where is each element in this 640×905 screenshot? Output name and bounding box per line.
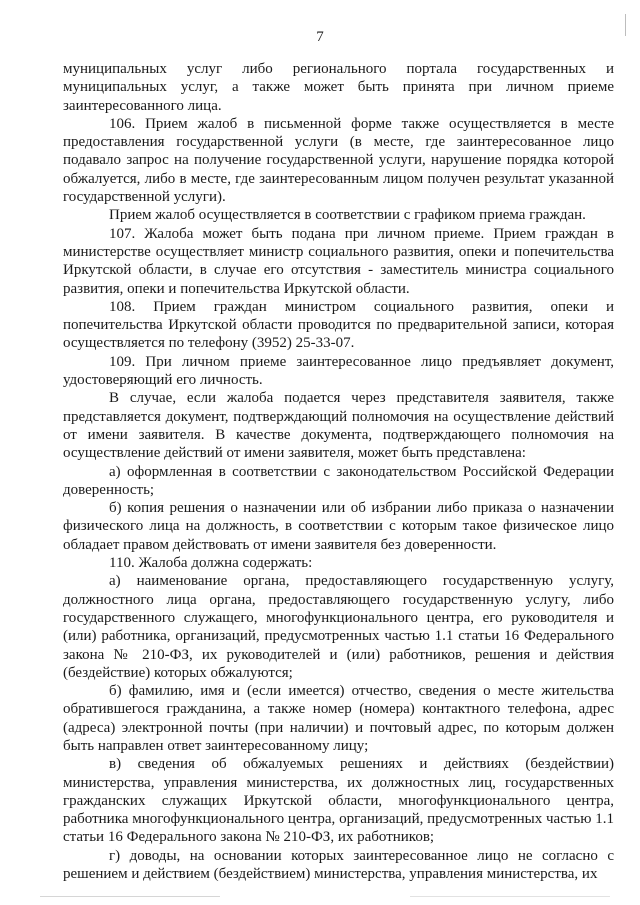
paragraph-107: 107. Жалоба может быть подана при личном приеме. Прием граждан в министерстве осуществляет министр социального развития, опеки и попечительства Иркутской области, в случае его отсутствия - заместитель министра социального развития, опеки и попечительства Иркутской области. <box>63 225 614 297</box>
scan-bottom-mark <box>410 896 610 897</box>
paragraph-representative: В случае, если жалоба подается через представителя заявителя, также представляется документ, подтверждающий полномочия на осуществление действий от имени заявителя. В качестве документа, подтверждающего полномочия на осуществление действий от имени заявителя, может быть представлена: <box>63 390 614 462</box>
paragraph-110-item-a: а) наименование органа, предоставляющего государственную услугу, должностного лица органа, предоставляющего государственную услугу, либо государственного служащего, многофункционального центра, его руководителя и (или) работника, организаций, предусмотренных частью 1.1 статьи 16 Федерального закона № 210-ФЗ, их руководителей и (или) работников, решения и действия (бездействие) которых обжалуются; <box>63 573 614 681</box>
paragraph-108: 108. Прием граждан министром социального развития, опеки и попечительства Иркутской области проводится по предварительной записи, которая осуществляется по телефону (3952) 25-33-07. <box>63 298 614 352</box>
paragraph-106: 106. Прием жалоб в письменной форме также осуществляется в месте предоставления государственной услуги (в месте, где заинтересованное лицо подавало запрос на получение государственной услуги, нарушение порядка которой обжалуется, либо в месте, где заинтересованным лицом получен результат указанной государственной услуги). <box>63 115 614 206</box>
paragraph-110-item-b: б) фамилию, имя и (если имеется) отчество, сведения о месте жительства обратившегося гражданина, а также номер (номера) контактного телефона, адрес (адреса) электронной почты (при наличии) и почтовый адрес, по которым должен быть направлен ответ заинтересованному лицу; <box>63 683 614 754</box>
paragraph-item-a-power-of-attorney: а) оформленная в соответствии с законодательством Российской Федерации доверенность; <box>63 463 614 498</box>
page-number: 7 <box>316 29 324 45</box>
paragraph-110-item-v: в) сведения об обжалуемых решениях и действиях (бездействии) министерства, управления министерства, их должностных лиц, государственных гражданских служащих Иркутской области, многофункционального центра, работника многофункционального центра, организаций, предусмотренных частью 1.1 статьи 16 Федерального закона № 210-ФЗ, их работников; <box>63 756 614 846</box>
scan-bottom-mark <box>40 896 220 897</box>
paragraph-continuation: муниципальных услуг либо регионального портала государственных и муниципальных услуг, а также может быть принята при личном приеме заинтересованного лица. <box>63 61 614 114</box>
paragraph-reception-schedule: Прием жалоб осуществляется в соответствии с графиком приема граждан. <box>109 207 586 224</box>
document-body <box>63 60 614 883</box>
paragraph-110: 110. Жалоба должна содержать: <box>109 555 313 572</box>
paragraph-item-b-appointment-copy: б) копия решения о назначении или об избрании либо приказа о назначении физического лица на должность, в соответствии с которым такое физическое лицо обладает правом действовать от имени заявителя без доверенности. <box>63 500 614 553</box>
paragraph-110-item-g: г) доводы, на основании которых заинтересованное лицо не согласно с решением и действием (бездействием) министерства, управления министерства, их <box>63 847 614 883</box>
paragraph-109: 109. При личном приеме заинтересованное лицо предъявляет документ, удостоверяющий его личность. <box>63 353 614 389</box>
